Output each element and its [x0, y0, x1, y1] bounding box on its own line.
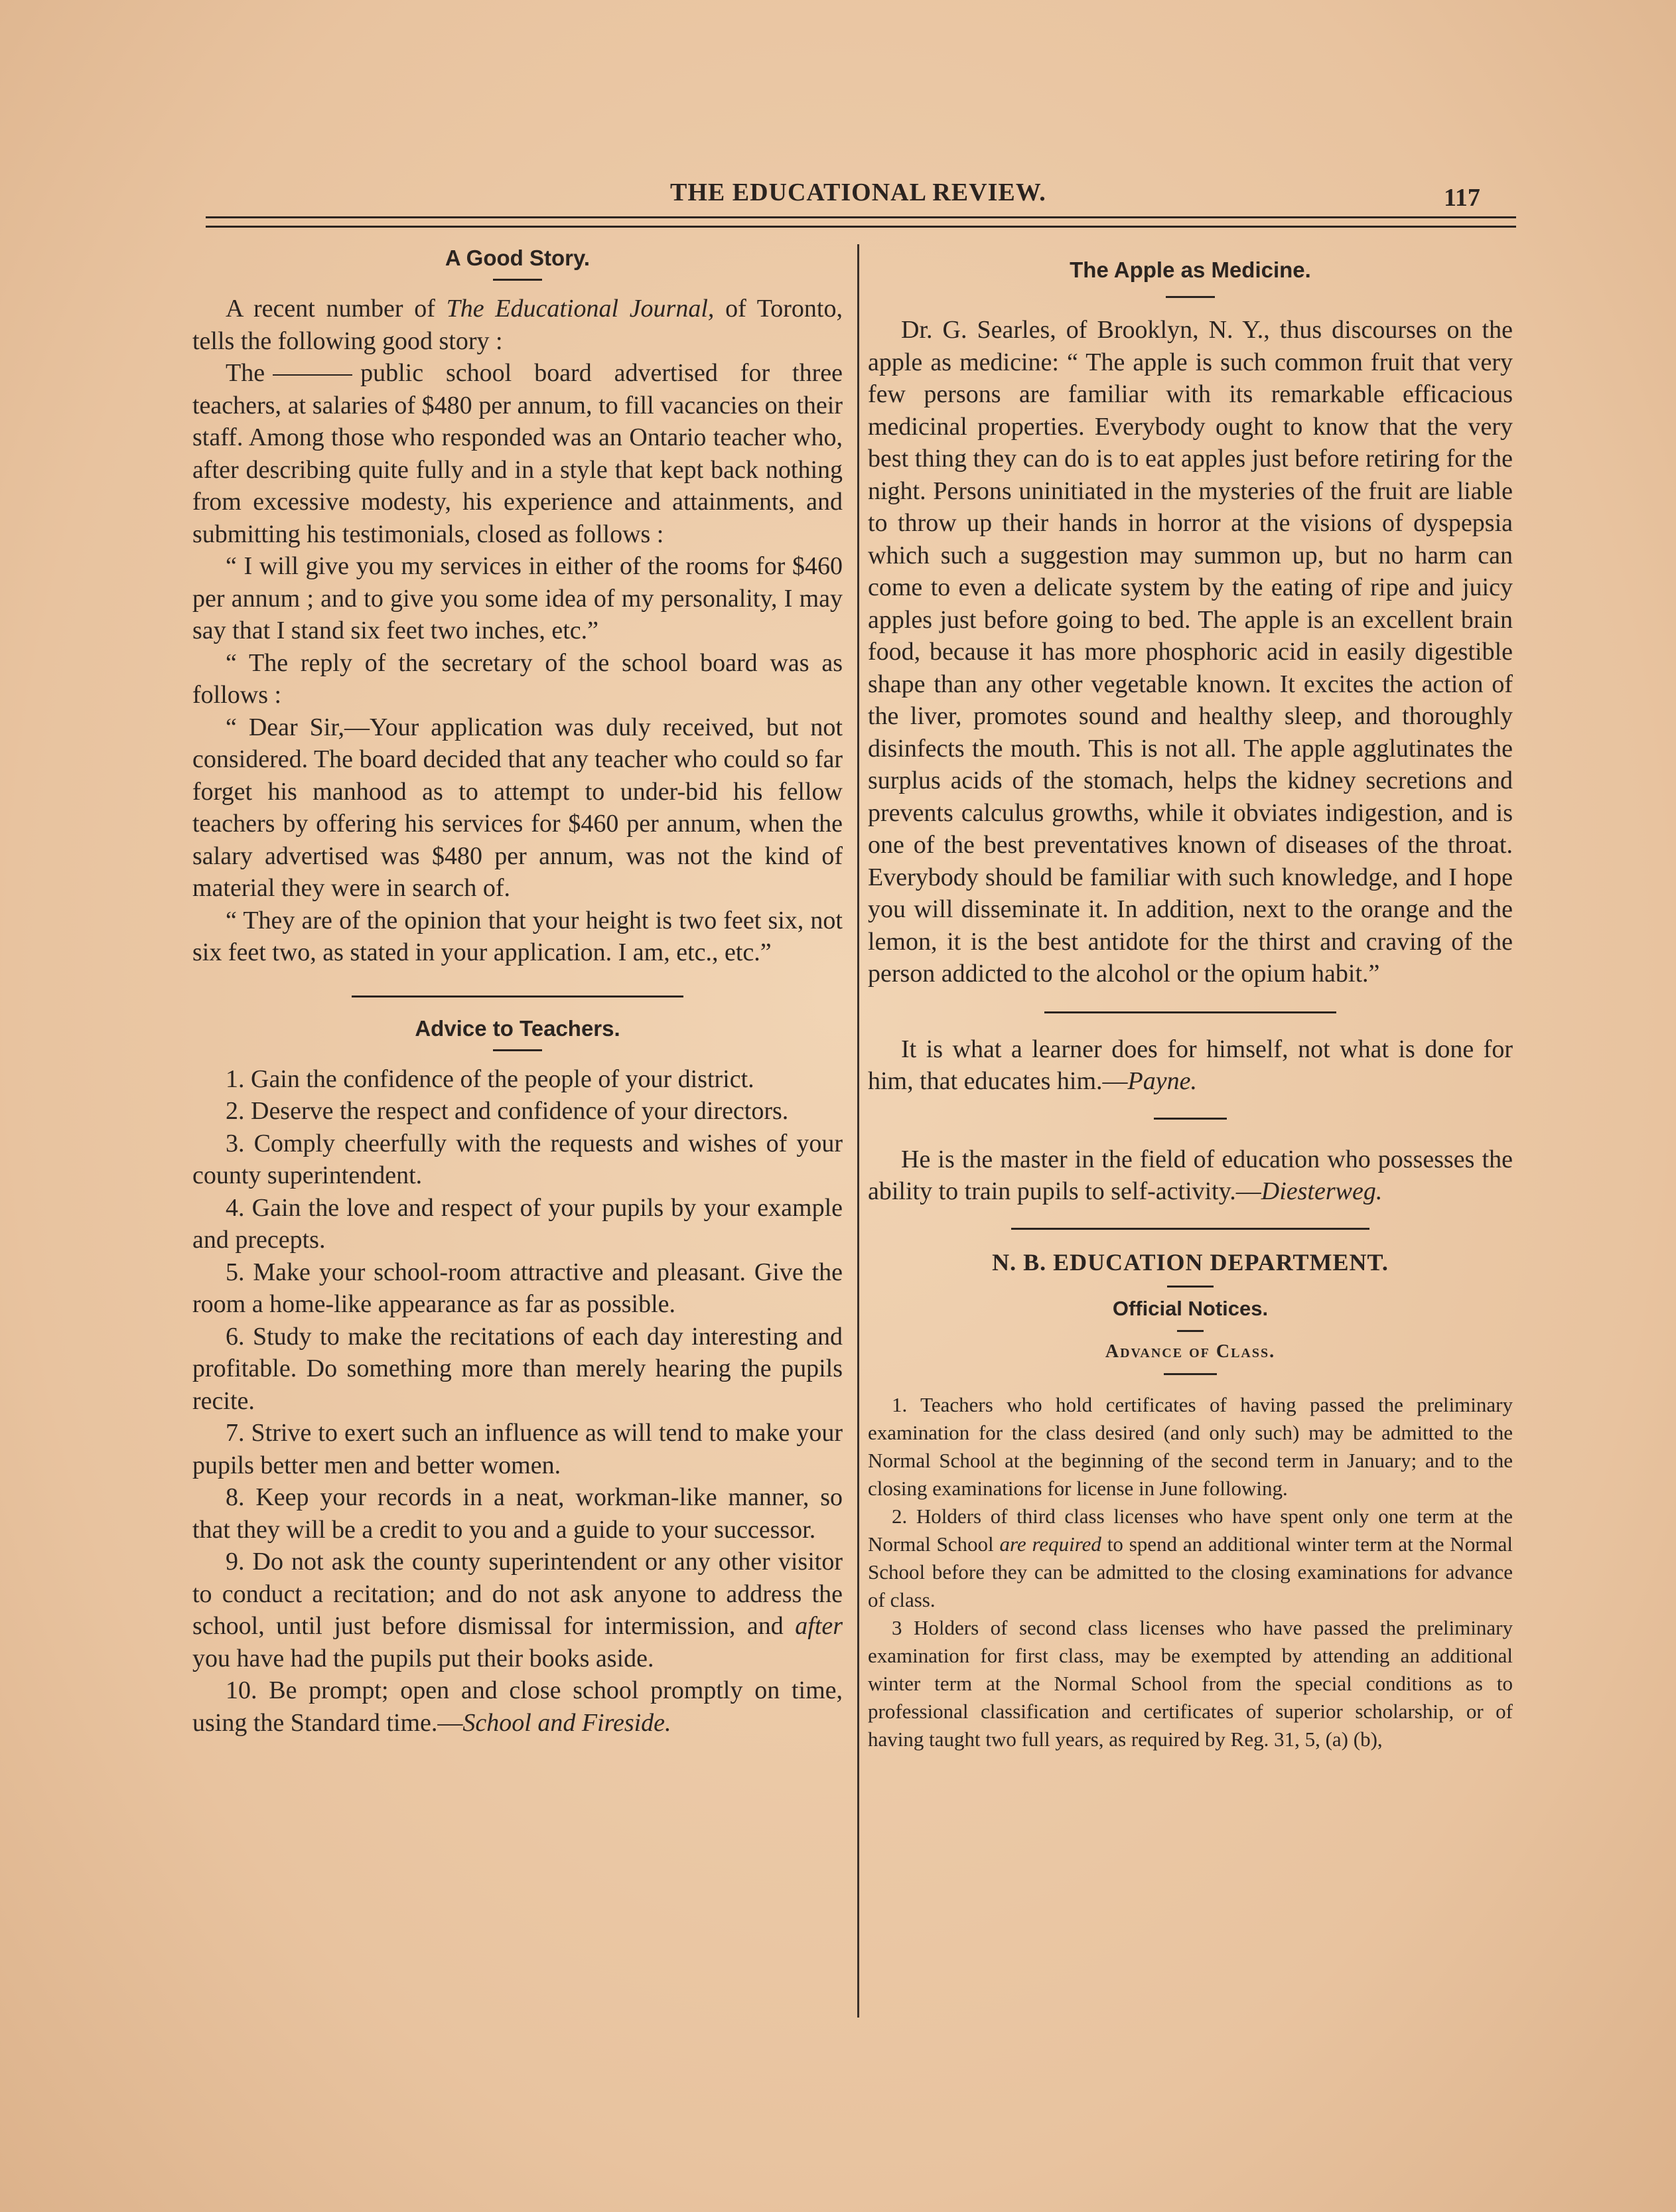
title-rule	[493, 1049, 542, 1051]
diesterweg-quote: He is the master in the field of education who possesses the ability to train pupils to self-activity.—Diesterweg.	[868, 1145, 1513, 1205]
title-rule	[1164, 1373, 1217, 1375]
advice-source: School and Fireside.	[462, 1708, 671, 1737]
good-story-paragraph: “ They are of the opinion that your height is two feet six, not six feet two, as stated in your application. I am, etc., etc.”	[192, 906, 843, 966]
page-number: 117	[1444, 184, 1480, 212]
advice-item: 3. Comply cheerfully with the requests and wishes of your county superintendent.	[192, 1129, 843, 1189]
notice-2: 2. Holders of third class licenses who have spent only one term at the Normal School are required to spend an additional winter term at the Normal School before they can be admitted to the closing examinations for advance of class.	[868, 1504, 1513, 1611]
header-rule	[206, 216, 1516, 218]
good-story-paragraph: “ I will give you my services in either of the rooms for $460 per annum ; and to give you some idea of my personality, I may say that I stand six feet two inches, etc.”	[192, 552, 843, 644]
advance-of-class-title: Advance of Class.	[1105, 1341, 1276, 1362]
department-title: N. B. EDUCATION DEPARTMENT.	[992, 1248, 1389, 1276]
blank-dash	[273, 374, 352, 376]
advice-item: 2. Deserve the respect and confidence of your directors.	[226, 1097, 789, 1125]
advice-item: 9. Do not ask the county superintendent or any other visitor to conduct a recitation; and do not ask anyone to address the school, until just before dismissal for intermission, and after you have had the pupils put their books aside.	[192, 1548, 843, 1672]
quote-rule	[1154, 1118, 1227, 1120]
advice-item: 7. Strive to exert such an influence as will tend to make your pupils better men and better women.	[192, 1419, 843, 1479]
notice-1: 1. Teachers who hold certificates of having passed the preliminary examination for the class desired (and only such) may be admitted to the Normal School at the beginning of the second term in January; and to the closing examinations for license in June following.	[868, 1392, 1513, 1500]
official-notices-title: Official Notices.	[1112, 1296, 1269, 1320]
advice-item: 6. Study to make the recitations of each day interesting and profitable. Do something more than merely hearing the pupils recite.	[192, 1322, 843, 1415]
notice-3: 3 Holders of second class licenses who have passed the preliminary examination for first class, may be exempted by attending an additional winter term at the Normal School from the special conditions as to professional classification and certificates of superior scholarship, or of having taught two full years, as required by Reg. 31, 5, (a) (b),	[868, 1615, 1513, 1751]
journal-name: The Educational Journal,	[446, 295, 715, 323]
advice-item: 10. Be prompt; open and close school promptly on time, using the Standard time.—School and Fireside.	[192, 1676, 843, 1737]
good-story-paragraph: A recent number of The Educational Journal, of Toronto, tells the following good story :	[192, 295, 843, 355]
good-story-title: A Good Story.	[445, 246, 591, 270]
payne-author: Payne.	[1127, 1067, 1197, 1095]
section-rule	[1044, 1011, 1336, 1013]
apple-paragraph: Dr. G. Searles, of Brooklyn, N. Y., thus discourses on the apple as medicine: “ The apple is such common fruit that very few persons are familiar with its remarkable efficacious medicinal properties. Everybody ought to know that the very best thing they can do is to eat apples just before retiring for the night. Persons uninitiated in the mysteries of the fruit are liable to throw up their hands in horror at the visions of dyspepsia which such a suggestion may summon up, but no harm can come to even a delicate system by the eating of ripe and juicy apples just before going to bed. The apple is an excellent brain food, because it has more phosphoric acid in easily digestible shape than any other vegetable known. It excites the action of the liver, promotes sound and healthy sleep, and thoroughly disinfects the mouth. This is not all. The apple agglutinates the surplus acids of the stomach, helps the kidney secretions and prevents calculus growths, while it obviates indigestion, and is one of the best preventatives known of diseases of the throat. Everybody should be familiar with such knowledge, and I hope you will disseminate it. In addition, next to the orange and the lemon, it is the best antidote for the thirst and craving of the person addicted to the alcohol or the opium habit.”	[868, 316, 1513, 988]
left-column	[192, 246, 843, 1739]
advice-item: 8. Keep your records in a neat, workman-like manner, so that they will be a credit to you and a guide to your successor.	[192, 1483, 843, 1544]
right-column	[856, 246, 1513, 1753]
advice-item: 5. Make your school-room attractive and pleasant. Give the room a home-like appearance as far as possible.	[192, 1258, 843, 1318]
diesterweg-author: Diesterweg.	[1261, 1177, 1383, 1205]
advice-item: 4. Gain the love and respect of your pupils by your example and precepts.	[192, 1193, 843, 1254]
advice-item: 1. Gain the confidence of the people of your district.	[226, 1065, 754, 1093]
good-story-paragraph: The public school board advertised for three teachers, at salaries of $480 per annum, to fill vacancies on their staff. Among those who responded was an Ontario teacher who, after describing quite fully and in a style that kept back nothing from excessive modesty, his experience and attainments, and submitting his testimonials, closed as follows :	[192, 359, 843, 548]
payne-quote: It is what a learner does for himself, not what is done for him, that educates him.—Payne.	[868, 1035, 1513, 1095]
running-title: THE EDUCATIONAL REVIEW.	[670, 179, 1046, 206]
apple-title: The Apple as Medicine.	[1070, 258, 1311, 282]
title-rule	[1166, 296, 1215, 298]
title-rule	[1177, 1330, 1204, 1332]
good-story-paragraph: “ Dear Sir,—Your application was duly received, but not considered. The board decided that any teacher who could so far forget his manhood as to attempt to under-bid his fellow teachers by offering his services for $460 per annum, when the salary advertised was $480 per annum, was not the kind of material they were in search of.	[192, 713, 843, 902]
section-rule	[352, 995, 683, 997]
advice-title: Advice to Teachers.	[415, 1015, 620, 1041]
title-rule	[1167, 1286, 1214, 1288]
title-rule	[493, 279, 542, 281]
good-story-paragraph: “ The reply of the secretary of the school board was as follows :	[192, 648, 843, 709]
section-rule	[1011, 1228, 1369, 1230]
header-rule-lower	[206, 226, 1516, 228]
advice-list	[192, 1063, 843, 1739]
